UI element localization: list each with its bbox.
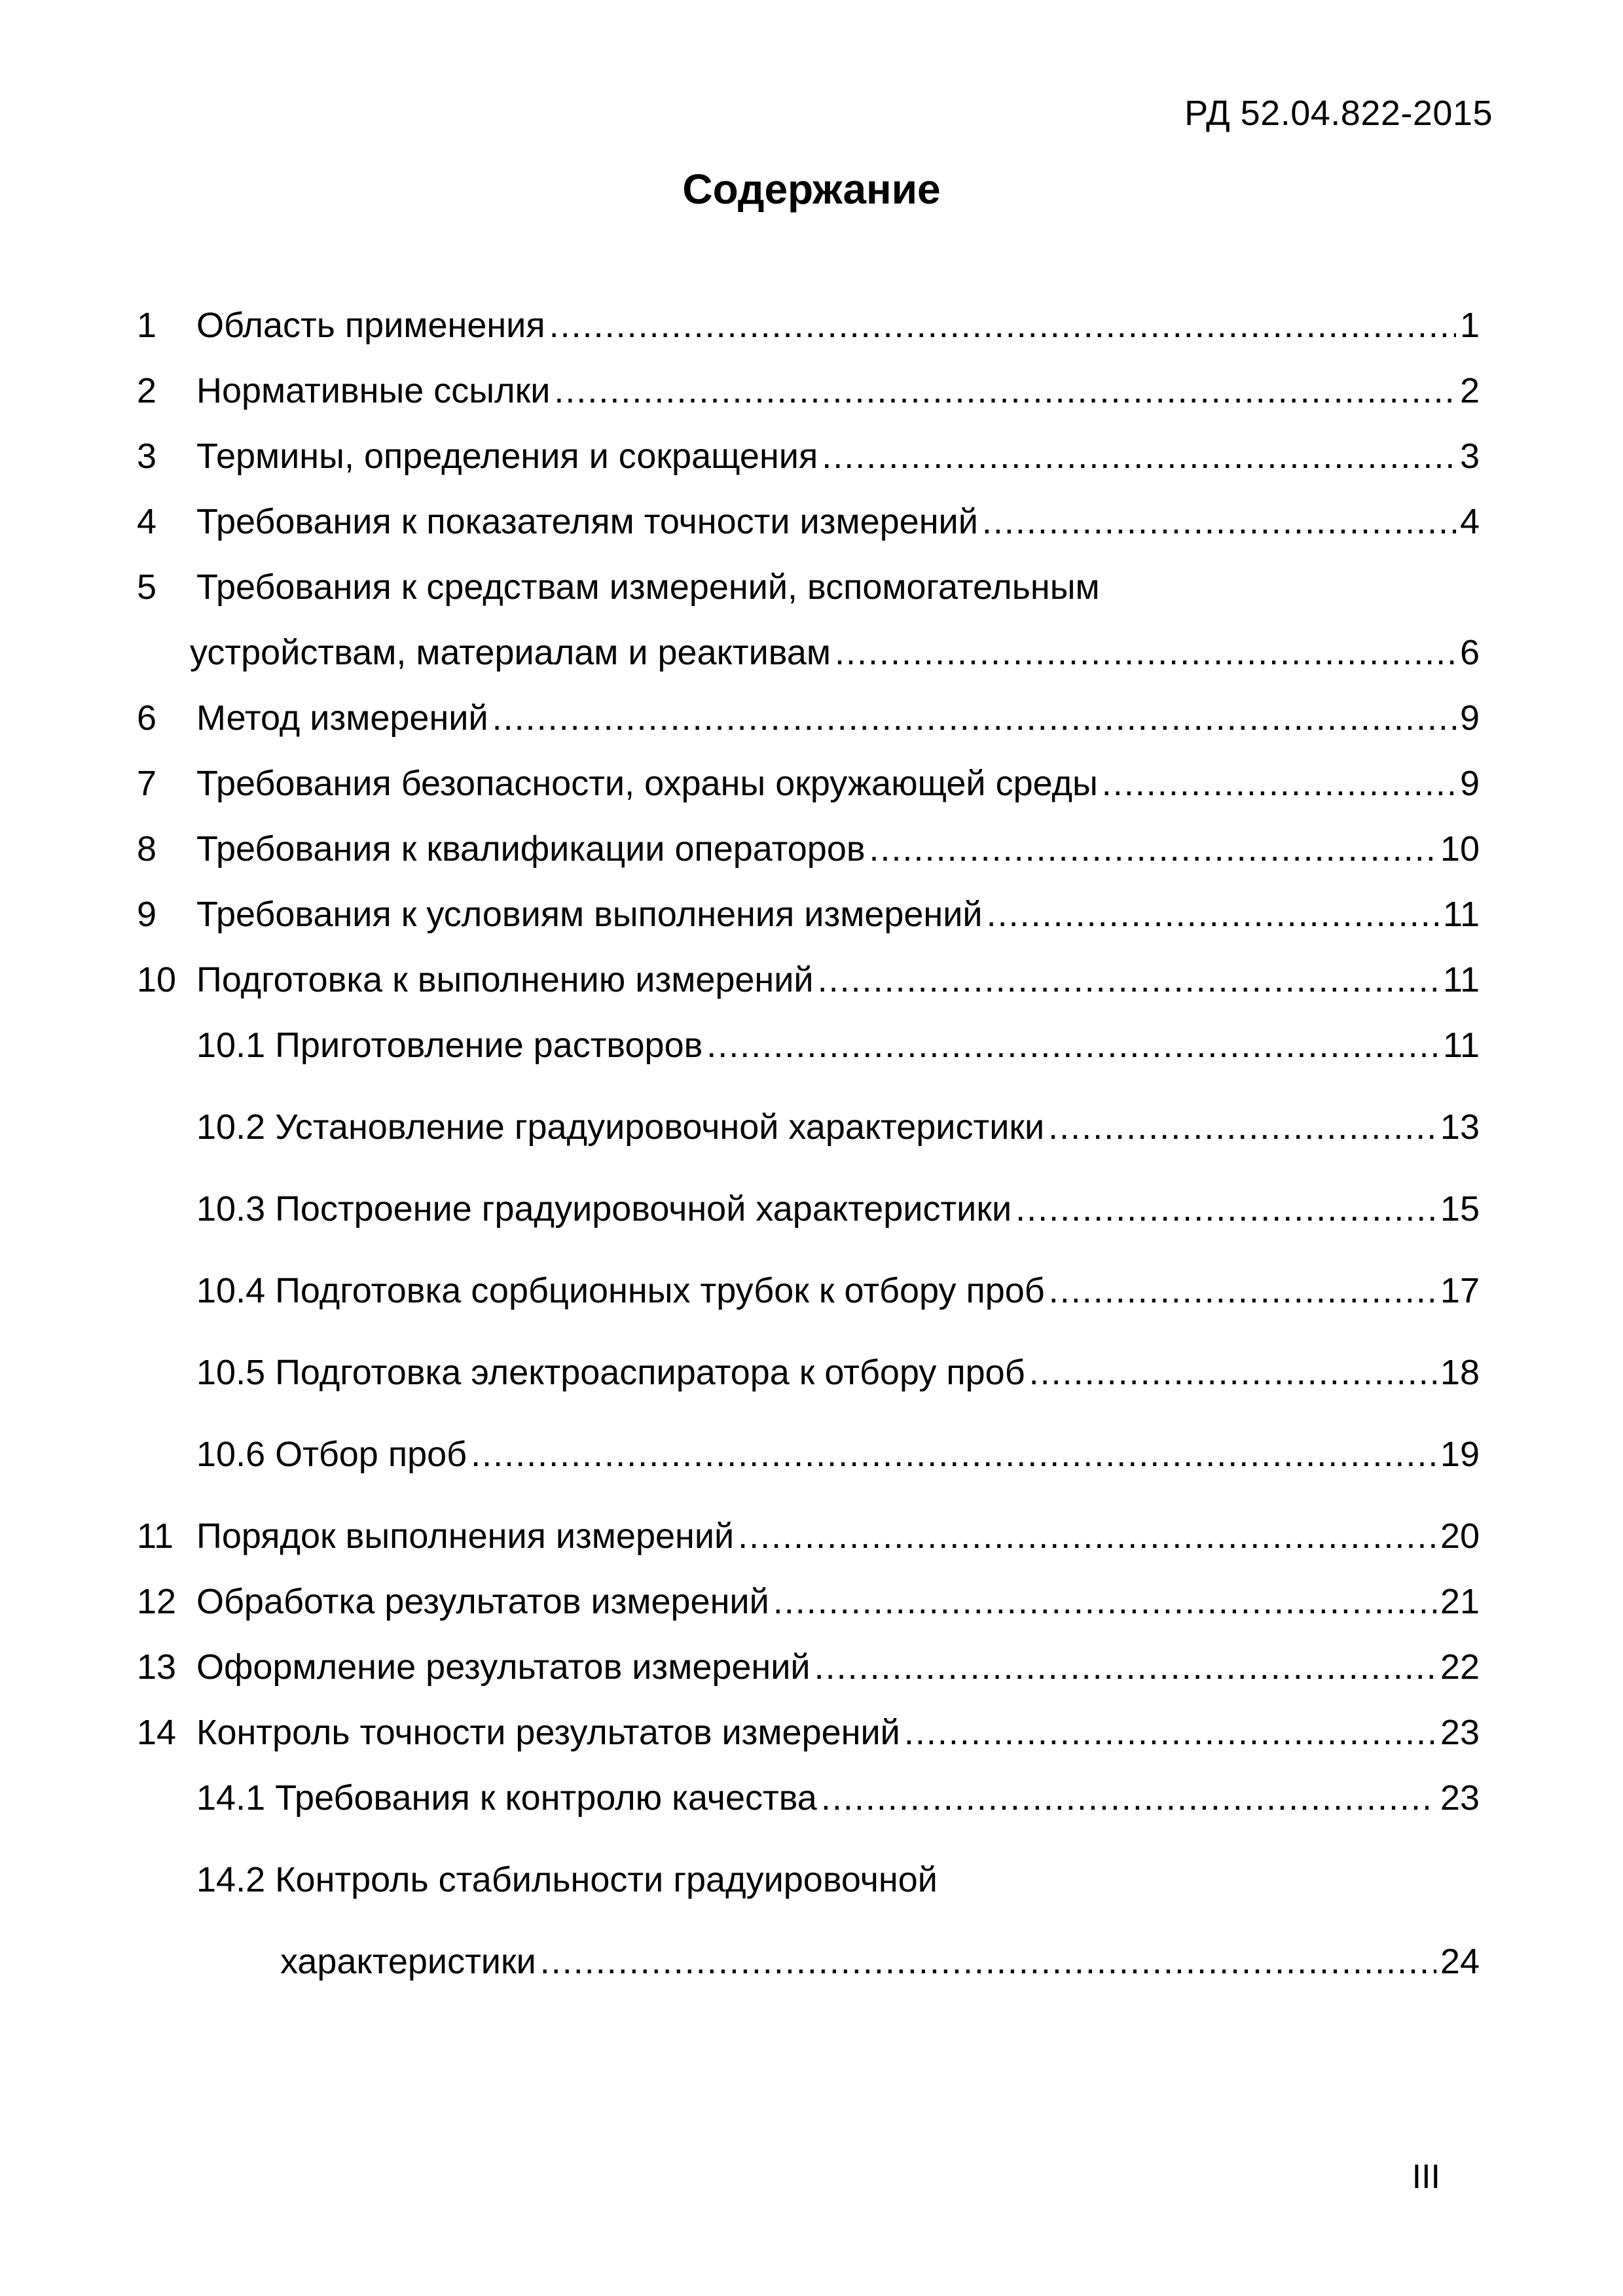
toc-entry-page: 23 [1440,1713,1480,1752]
toc-entry-page: 19 [1440,1435,1480,1474]
toc-entry-page: 11 [1442,895,1480,934]
toc-entry-page: 18 [1440,1353,1480,1392]
toc-entry-text: Нормативные ссылки [196,371,551,410]
toc-entry-text: Область применения [196,306,545,345]
toc-entry-text: 10.5 Подготовка электроаспиратора к отбору проб [196,1353,1025,1392]
toc-entry-page: 9 [1459,698,1480,738]
toc-entry[interactable] [0,564,1623,610]
toc-entry-page: 21 [1440,1582,1480,1621]
toc-entry-page: 4 [1459,502,1480,541]
toc-entry-number: 6 [137,698,157,738]
toc-subentry[interactable] [0,1431,1623,1477]
toc-entry-text: Требования к средствам измерений, вспомогательным [196,567,1100,607]
toc-entry-text: Требования безопасности, охраны окружающей среды [196,764,1098,803]
toc-entry-text-continuation: характеристики [280,1942,536,1981]
toc-leader-dots [554,368,1456,414]
toc-entry-page: 1 [1459,306,1480,345]
toc-entry-page: 10 [1440,829,1480,869]
toc-leader-dots [822,433,1456,479]
toc-entry-number: 9 [137,895,157,934]
toc-entry-number: 12 [137,1582,177,1621]
toc-entry-number: 1 [137,306,157,345]
toc-entry-text: 14.2 Контроль стабильности градуировочной [196,1860,938,1899]
toc-entry[interactable] [0,957,1623,1003]
toc-entry-page: 9 [1459,764,1480,803]
toc-entry-number: 4 [137,502,157,541]
toc-entry-page: 13 [1440,1107,1480,1147]
toc-entry[interactable] [0,302,1623,348]
toc-entry-text: Обработка результатов измерений [196,1582,769,1621]
toc-subentry[interactable] [0,1104,1623,1150]
toc-entry[interactable] [0,1579,1623,1624]
toc-subentry[interactable] [0,1857,1623,1903]
toc-entry-page: 23 [1440,1778,1480,1818]
toc-entry-page: 15 [1440,1189,1480,1229]
toc-entry-number: 7 [137,764,157,803]
toc-entry-text: Контроль точности результатов измерений [196,1713,900,1752]
toc-subentry[interactable] [0,1268,1623,1314]
toc-entry[interactable] [0,695,1623,741]
toc-entry-text: Оформление результатов измерений [196,1647,811,1687]
toc-leader-dots [706,1022,1439,1068]
toc-entry-number: 10 [137,960,177,999]
toc-leader-dots [814,1644,1436,1690]
toc-leader-dots [869,826,1436,872]
toc-leader-dots [1015,1186,1436,1232]
toc-leader-dots [738,1513,1436,1559]
toc-entry-text: Требования к показателям точности измерений [196,502,978,541]
toc-entry-text: 10.2 Установление градуировочной характеристики [196,1107,1045,1147]
toc-entry-continuation[interactable] [0,630,1623,675]
toc-entry-page: 6 [1459,633,1480,672]
toc-title: Содержание [682,166,941,213]
toc-subentry[interactable] [0,1186,1623,1232]
toc-leader-dots [987,891,1439,937]
toc-leader-dots [549,302,1456,348]
toc-entry[interactable] [0,433,1623,479]
toc-entry-page: 2 [1459,371,1480,410]
toc-entry-text-continuation: устройствам, материалам и реактивам [190,633,831,672]
toc-entry-number: 2 [137,371,157,410]
toc-entry-page: 11 [1442,960,1480,999]
toc-entry-text: Подготовка к выполнению измерений [196,960,814,999]
toc-subentry-continuation[interactable] [0,1939,1623,1984]
toc-entry[interactable] [0,368,1623,414]
toc-leader-dots [1029,1350,1436,1395]
toc-entry-page: 20 [1440,1516,1480,1556]
toc-leader-dots [540,1939,1436,1984]
toc-entry-page: 3 [1459,437,1480,476]
toc-entry[interactable] [0,1644,1623,1690]
toc-entry[interactable] [0,499,1623,545]
toc-entry-text: Требования к квалификации операторов [196,829,866,869]
toc-subentry[interactable] [0,1022,1623,1068]
toc-entry-text: Термины, определения и сокращения [196,437,818,476]
document-number: РД 52.04.822-2015 [1184,94,1493,133]
toc-entry-text: 10.4 Подготовка сорбционных трубок к отбору проб [196,1271,1045,1310]
toc-leader-dots [773,1579,1436,1624]
toc-leader-dots [471,1431,1436,1477]
toc-entry-page: 22 [1440,1647,1480,1687]
toc-leader-dots [835,630,1456,675]
toc-leader-dots [492,695,1456,741]
toc-entry[interactable] [0,1710,1623,1755]
toc-entry[interactable] [0,761,1623,806]
page-number: III [1412,2158,1440,2196]
toc-entry[interactable] [0,891,1623,937]
toc-entry-number: 11 [137,1516,174,1556]
toc-subentry[interactable] [0,1350,1623,1395]
toc-entry[interactable] [0,826,1623,872]
toc-leader-dots [1048,1104,1436,1150]
toc-entry-page: 11 [1442,1026,1480,1065]
toc-subentry[interactable] [0,1775,1623,1821]
toc-entry-text: Порядок выполнения измерений [196,1516,735,1556]
toc-entry-text: Требования к условиям выполнения измерений [196,895,983,934]
toc-entry-number: 13 [137,1647,177,1687]
toc-leader-dots [904,1710,1436,1755]
toc-entry-text: 10.1 Приготовление растворов [196,1026,703,1065]
toc-entry-text: 10.3 Построение градуировочной характеристики [196,1189,1012,1229]
toc-entry-text: Метод измерений [196,698,488,738]
toc-entry-number: 8 [137,829,157,869]
toc-leader-dots [1102,761,1456,806]
toc-leader-dots [821,1775,1436,1821]
toc-entry-text: 14.1 Требования к контролю качества [196,1778,817,1818]
toc-entry-page: 17 [1440,1271,1480,1310]
toc-leader-dots [1049,1268,1436,1314]
toc-leader-dots [818,957,1439,1003]
toc-entry-number: 5 [137,567,157,607]
toc-leader-dots [982,499,1456,545]
toc-entry[interactable] [0,1513,1623,1559]
toc-entry-page: 24 [1440,1942,1480,1981]
toc-entry-text: 10.6 Отбор проб [196,1435,467,1474]
toc-entry-number: 14 [137,1713,177,1752]
toc-entry-number: 3 [137,437,157,476]
